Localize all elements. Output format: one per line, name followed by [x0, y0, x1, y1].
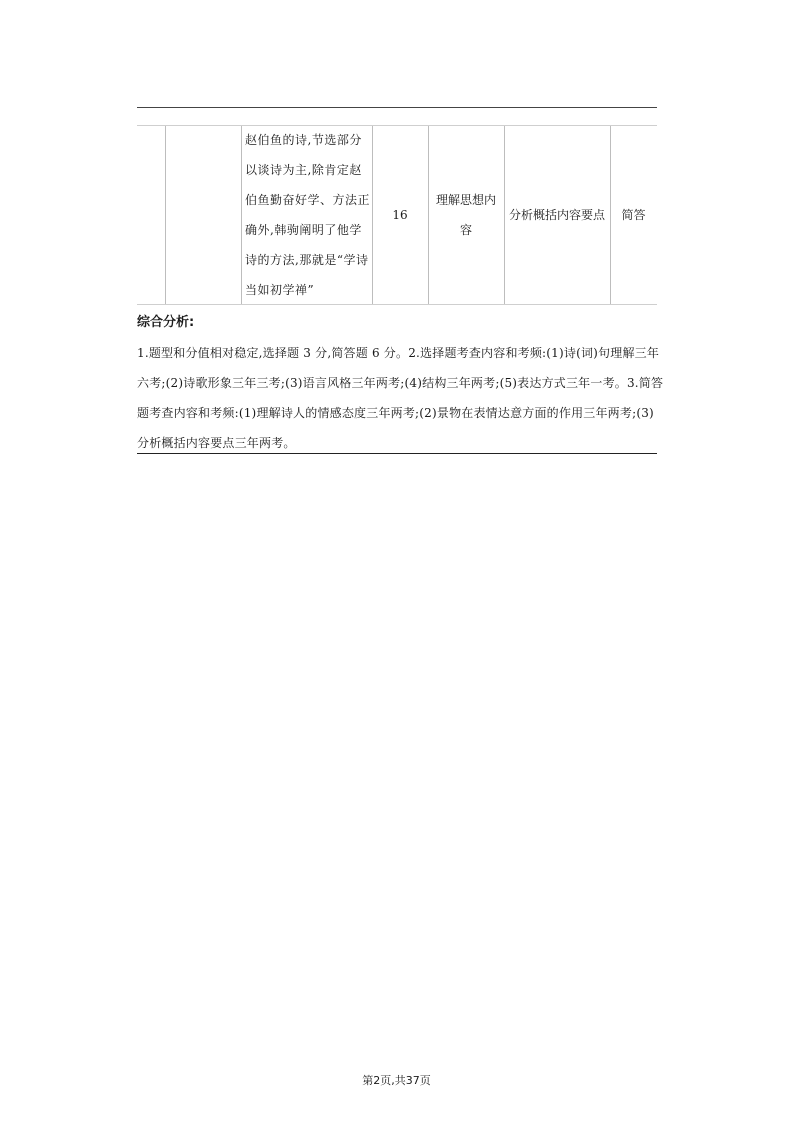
analysis-line: 题考查内容和考频:(1)理解诗人的情感态度三年两考;(2)景物在表情达意方面的作用三年两考;(3): [137, 406, 654, 420]
description-line: 赵伯鱼的诗,节选部分: [245, 133, 362, 147]
ability-line: 容: [459, 223, 472, 237]
ability-cell: [428, 125, 504, 305]
question-number-cell: [372, 125, 428, 305]
top-rule: [137, 107, 657, 108]
analysis-line: 分析概括内容要点三年两考。: [137, 436, 296, 450]
analysis-body: [137, 338, 667, 458]
description-line: 确外,韩驹阐明了他学: [245, 223, 362, 237]
exam-point-cell: [504, 125, 610, 305]
page-number-label: 第2页,共37页: [362, 1074, 431, 1087]
description-line: 伯鱼勤奋好学、方法正: [245, 193, 371, 207]
analysis-title: 综合分析:: [137, 315, 195, 330]
question-type: 简答: [621, 208, 646, 222]
description-line: 当如初学禅”: [245, 283, 315, 297]
bottom-rule: [137, 453, 657, 454]
exam-point: 分析概括内容要点: [508, 208, 605, 222]
question-type-cell: [610, 125, 657, 305]
table-col-divider: [165, 125, 166, 305]
description-line: 以谈诗为主,除肯定赵: [245, 163, 362, 177]
description-line: 诗的方法,那就是“学诗: [245, 253, 369, 267]
analysis-line: 1.题型和分值相对稳定,选择题 3 分,简答题 6 分。2.选择题考查内容和考频:(1)诗(词)句理解三年: [137, 346, 660, 360]
table-col-divider: [241, 125, 242, 305]
exam-analysis-table: [137, 125, 657, 305]
analysis-line: 六考;(2)诗歌形象三年三考;(3)语言风格三年两考;(4)结构三年两考;(5)表达方式三年一考。3.简答: [137, 376, 664, 390]
page-footer: [0, 1072, 793, 1088]
ability-line: 理解思想内: [435, 193, 496, 207]
question-number: 16: [392, 208, 408, 222]
passage-description-cell: [245, 125, 371, 305]
